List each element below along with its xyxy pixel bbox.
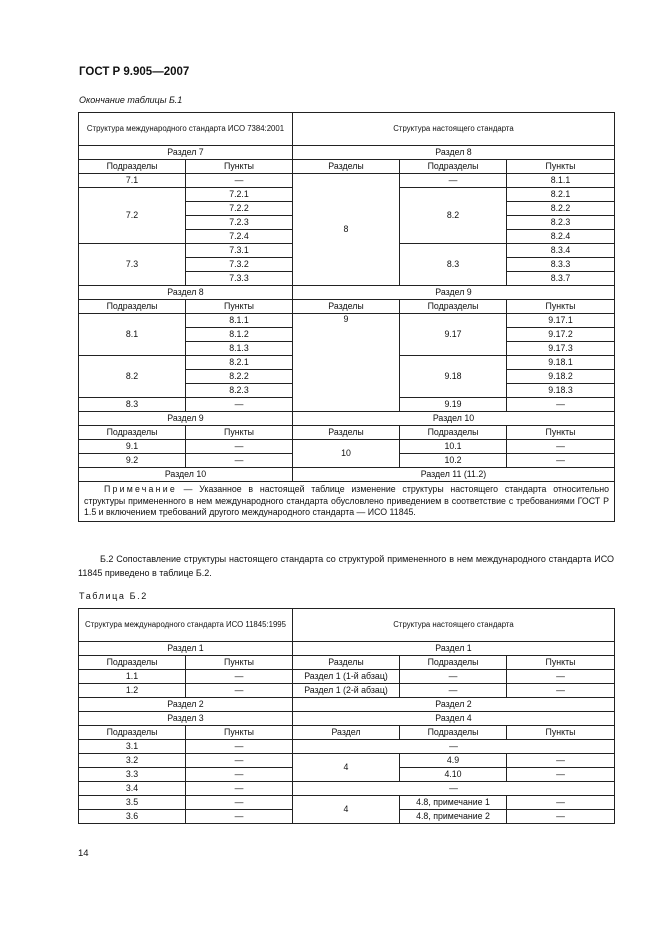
table-cell: 3.3 bbox=[79, 768, 186, 782]
table-cell: — bbox=[186, 670, 293, 684]
table-cell: 10.2 bbox=[400, 454, 507, 468]
table-cell: 4.8, примечание 2 bbox=[400, 810, 507, 824]
table-cell: — bbox=[507, 454, 615, 468]
table-cell: 8 bbox=[293, 174, 400, 286]
table-cell: 9.17 bbox=[400, 314, 507, 356]
table-cell: 8.2.2 bbox=[186, 370, 293, 384]
table-cell: 9.18.2 bbox=[507, 370, 615, 384]
table-cell: 3.4 bbox=[79, 782, 186, 796]
table-cell: — bbox=[293, 782, 615, 796]
table-cell: — bbox=[186, 398, 293, 412]
note-text: — Указанное в настоящей таблице изменение структуры настоящего стандарта относительно структуры примененного в нем международного стандарта обусловлено приведением в соответствие с требованиями ГОСТ Р 1.5 и включением требований другого международного стандарта — ИСО 11845. bbox=[84, 484, 609, 517]
column-header: Пункты bbox=[186, 726, 293, 740]
column-header: Разделы bbox=[293, 426, 400, 440]
table-cell: 8.3.3 bbox=[507, 258, 615, 272]
section-header: Раздел 8 bbox=[293, 146, 615, 160]
table-cell: 9.18 bbox=[400, 356, 507, 398]
table-cell: 9.1 bbox=[79, 440, 186, 454]
table-cell: 10 bbox=[293, 440, 400, 468]
table-cell: 1.2 bbox=[79, 684, 186, 698]
column-header: Подразделы bbox=[79, 160, 186, 174]
table-cell: — bbox=[507, 810, 615, 824]
table-cell: 4 bbox=[293, 754, 400, 782]
table-cell: — bbox=[186, 782, 293, 796]
table-cell: 8.1.1 bbox=[507, 174, 615, 188]
column-header: Подразделы bbox=[79, 426, 186, 440]
table-cell: Раздел 1 (2-й абзац) bbox=[293, 684, 400, 698]
column-header: Подразделы bbox=[400, 160, 507, 174]
column-header: Подразделы bbox=[400, 656, 507, 670]
table-cell: 8.3.4 bbox=[507, 244, 615, 258]
table1-caption: Окончание таблицы Б.1 bbox=[79, 95, 183, 105]
table-cell: 4.9 bbox=[400, 754, 507, 768]
table-cell: 9.18.1 bbox=[507, 356, 615, 370]
table-cell: 8.2.3 bbox=[507, 216, 615, 230]
table-cell: 7.1 bbox=[79, 174, 186, 188]
table-cell: 8.1.1 bbox=[186, 314, 293, 328]
table-cell: 3.2 bbox=[79, 754, 186, 768]
table-cell: 9.17.1 bbox=[507, 314, 615, 328]
column-header: Подразделы bbox=[400, 300, 507, 314]
column-header: Пункты bbox=[186, 160, 293, 174]
section-header: Раздел 9 bbox=[79, 412, 293, 426]
section-header: Раздел 3 bbox=[79, 712, 293, 726]
column-header: Подразделы bbox=[79, 656, 186, 670]
section-header: Раздел 9 bbox=[293, 286, 615, 300]
paragraph-b2: Б.2 Сопоставление структуры настоящего стандарта со структурой примененного в нем международного стандарта ИСО 11845 приведено в таблице Б.2. bbox=[78, 554, 614, 578]
column-header: Подразделы bbox=[79, 726, 186, 740]
table-cell: 7.3 bbox=[79, 244, 186, 286]
table-cell: — bbox=[186, 684, 293, 698]
table-cell: — bbox=[507, 440, 615, 454]
table-cell: 7.3.2 bbox=[186, 258, 293, 272]
table2-head-right: Структура настоящего стандарта bbox=[293, 609, 615, 642]
table-cell: 9.17.2 bbox=[507, 328, 615, 342]
column-header: Подразделы bbox=[400, 426, 507, 440]
table-cell: — bbox=[186, 440, 293, 454]
section-header: Раздел 4 bbox=[293, 712, 615, 726]
table-cell: — bbox=[507, 670, 615, 684]
column-header: Пункты bbox=[507, 300, 615, 314]
note-label: Примечание bbox=[104, 484, 177, 494]
table-cell: 9.17.3 bbox=[507, 342, 615, 356]
table-b2 bbox=[78, 608, 615, 824]
table-cell: 8.1.3 bbox=[186, 342, 293, 356]
table-cell: 7.2.4 bbox=[186, 230, 293, 244]
column-header: Пункты bbox=[186, 656, 293, 670]
table-cell: 9.2 bbox=[79, 454, 186, 468]
table-cell: 7.3.3 bbox=[186, 272, 293, 286]
table-cell: 9.19 bbox=[400, 398, 507, 412]
table-cell: — bbox=[186, 768, 293, 782]
section-header: Раздел 7 bbox=[79, 146, 293, 160]
table-cell: — bbox=[507, 768, 615, 782]
table-cell: 4.10 bbox=[400, 768, 507, 782]
table-cell: 8.2 bbox=[79, 356, 186, 398]
table-cell: 8.2.1 bbox=[507, 188, 615, 202]
section-header: Раздел 2 bbox=[79, 698, 293, 712]
table-cell: 8.1.2 bbox=[186, 328, 293, 342]
table-cell: 9.18.3 bbox=[507, 384, 615, 398]
column-header: Пункты bbox=[507, 656, 615, 670]
section-header: Раздел 11 (11.2) bbox=[293, 468, 615, 482]
table-cell: — bbox=[293, 740, 615, 754]
table-cell: 3.1 bbox=[79, 740, 186, 754]
table-cell: 8.2.2 bbox=[507, 202, 615, 216]
table-cell: 4 bbox=[293, 796, 400, 824]
column-header: Раздел bbox=[293, 726, 400, 740]
section-header: Раздел 1 bbox=[79, 642, 293, 656]
column-header: Пункты bbox=[507, 160, 615, 174]
table-cell: 3.6 bbox=[79, 810, 186, 824]
table-cell: — bbox=[400, 174, 507, 188]
section-header: Раздел 2 bbox=[293, 698, 615, 712]
section-header: Раздел 10 bbox=[79, 468, 293, 482]
table-cell: 8.2.3 bbox=[186, 384, 293, 398]
table-cell: 8.3.7 bbox=[507, 272, 615, 286]
table-cell: 7.2 bbox=[79, 188, 186, 244]
table-cell: Раздел 1 (1-й абзац) bbox=[293, 670, 400, 684]
table-cell: — bbox=[186, 454, 293, 468]
table-cell: 8.2.4 bbox=[507, 230, 615, 244]
table1-head-right: Структура настоящего стандарта bbox=[293, 113, 615, 146]
table-cell: 8.3 bbox=[79, 398, 186, 412]
column-header: Пункты bbox=[186, 426, 293, 440]
table2-head-left: Структура международного стандарта ИСО 11845:1995 bbox=[79, 609, 293, 642]
table-cell: 1.1 bbox=[79, 670, 186, 684]
table-cell: — bbox=[507, 796, 615, 810]
table-cell: — bbox=[186, 740, 293, 754]
column-header: Подразделы bbox=[400, 726, 507, 740]
table-cell: — bbox=[507, 754, 615, 768]
table-cell: — bbox=[186, 796, 293, 810]
table-cell: 7.3.1 bbox=[186, 244, 293, 258]
column-header: Пункты bbox=[507, 726, 615, 740]
column-header: Разделы bbox=[293, 300, 400, 314]
table-cell: — bbox=[400, 684, 507, 698]
section-header: Раздел 8 bbox=[79, 286, 293, 300]
table1-head-left: Структура международного стандарта ИСО 7384:2001 bbox=[79, 113, 293, 146]
table-cell: 7.2.3 bbox=[186, 216, 293, 230]
column-header: Подразделы bbox=[79, 300, 186, 314]
column-header: Разделы bbox=[293, 160, 400, 174]
table-cell: 7.2.1 bbox=[186, 188, 293, 202]
column-header: Пункты bbox=[186, 300, 293, 314]
table-cell: 8.2 bbox=[400, 188, 507, 244]
section-header: Раздел 10 bbox=[293, 412, 615, 426]
document-title: ГОСТ Р 9.905—2007 bbox=[79, 66, 190, 78]
table-cell: — bbox=[186, 174, 293, 188]
table-cell: — bbox=[186, 754, 293, 768]
table-cell: 8.2.1 bbox=[186, 356, 293, 370]
page-number: 14 bbox=[78, 848, 89, 859]
table-cell: — bbox=[400, 670, 507, 684]
column-header: Разделы bbox=[293, 656, 400, 670]
table-cell: 3.5 bbox=[79, 796, 186, 810]
table-cell: — bbox=[186, 810, 293, 824]
table2-caption: Таблица Б.2 bbox=[79, 591, 148, 601]
table1-note bbox=[79, 482, 615, 522]
table-cell: — bbox=[507, 398, 615, 412]
table-cell: 4.8, примечание 1 bbox=[400, 796, 507, 810]
table-b1 bbox=[78, 112, 615, 522]
table-cell: — bbox=[507, 684, 615, 698]
table-cell: 8.3 bbox=[400, 244, 507, 286]
column-header: Пункты bbox=[507, 426, 615, 440]
section-header: Раздел 1 bbox=[293, 642, 615, 656]
table-cell: 8.1 bbox=[79, 314, 186, 356]
table-cell: 9 bbox=[293, 314, 400, 412]
table-cell: 10.1 bbox=[400, 440, 507, 454]
table-cell: 7.2.2 bbox=[186, 202, 293, 216]
